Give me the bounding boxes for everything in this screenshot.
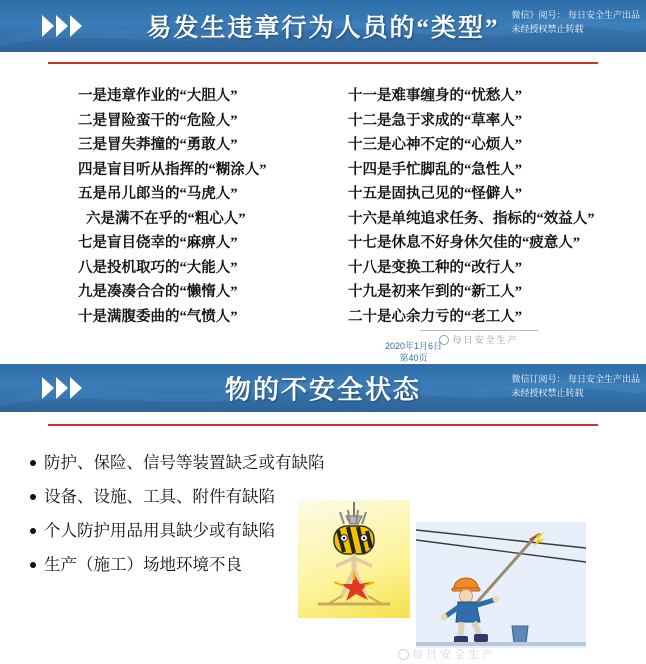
section2-banner-meta bbox=[511, 372, 640, 400]
list-item bbox=[28, 480, 646, 514]
list-item: 三是冒失莽撞的“勇敢人” bbox=[78, 137, 238, 153]
section1-right-column bbox=[328, 84, 616, 329]
list-item: 二十是心余力亏的“老工人” bbox=[348, 308, 522, 325]
section1-meta-line2: 未经授权禁止转载 bbox=[511, 24, 584, 34]
list-item: 二是冒险蛮干的“危险人” bbox=[78, 112, 238, 129]
list-item bbox=[28, 446, 646, 480]
stamp-text: 每日安全生产 bbox=[452, 335, 519, 345]
section2-title: 物的不安全状态 bbox=[224, 375, 421, 405]
list-item: 八是投机取巧的“大能人” bbox=[78, 259, 238, 276]
bullet-dot-icon bbox=[30, 494, 36, 500]
section1-date: 2020年1月6日 bbox=[384, 341, 442, 351]
list-item: 四是盲目听从指挥的“糊涂人” bbox=[78, 161, 267, 178]
list-item: 六是满不在乎的“粗心人” bbox=[86, 210, 246, 227]
section1-left-column bbox=[40, 84, 328, 329]
section1-page: 第40页 bbox=[399, 353, 428, 363]
bullet-dot-icon bbox=[30, 528, 36, 534]
list-item: 九是凑凑合合的“懒惰人” bbox=[78, 284, 238, 300]
list-item: 十六是单纯追求任务、指标的“效益人” bbox=[348, 210, 595, 227]
section1-watermark-stamp bbox=[384, 329, 554, 363]
list-item: 十三是心神不定的“心烦人” bbox=[348, 137, 522, 153]
list-item: 十八是变换工种的“改行人” bbox=[348, 259, 522, 276]
list-item: 十七是休息不好身休欠佳的“疲意人” bbox=[348, 235, 580, 251]
list-item: 十是满腹委曲的“气愤人” bbox=[78, 308, 238, 325]
section2-bullet-list bbox=[0, 412, 646, 582]
section1-meta-line1: 微信》阅号： 每日安全生产出品 bbox=[511, 10, 640, 20]
bullet-dot-icon bbox=[30, 562, 36, 568]
section1-banner-meta bbox=[511, 8, 640, 36]
list-item: 十九是初来乍到的“新工人” bbox=[348, 284, 522, 300]
section1-title: 易发生违章行为人员的“类型” bbox=[146, 15, 500, 42]
section1-body bbox=[0, 52, 646, 363]
list-item bbox=[28, 514, 646, 548]
section2-body bbox=[0, 412, 646, 664]
section2-watermark-text: 每日安全生产 bbox=[412, 649, 496, 661]
list-item: 五是吊儿郎当的“马虎人” bbox=[78, 186, 238, 202]
bullet-dot-icon bbox=[30, 460, 36, 466]
list-item: 十四是手忙脚乱的“急性人” bbox=[348, 161, 522, 178]
list-item: 一是违章作业的“大胆人” bbox=[78, 88, 238, 104]
list-item-label: 设备、设施、工具、附件有缺陷 bbox=[44, 487, 275, 506]
section2-meta-line1: 微信订阅号： 每日安全生产出品 bbox=[511, 374, 640, 384]
list-item: 十五是固执己见的“怪僻人” bbox=[348, 186, 522, 202]
section2-banner bbox=[0, 364, 646, 412]
list-item-label: 个人防护用品用具缺少或有缺陷 bbox=[44, 521, 275, 540]
section1-banner bbox=[0, 0, 646, 52]
section2-watermark bbox=[398, 646, 496, 662]
section1-columns bbox=[0, 62, 646, 329]
section2-meta-line2: 未经授权禁止转载 bbox=[511, 388, 584, 398]
section1-divider bbox=[48, 62, 598, 64]
list-item-label: 防护、保险、信号等装置缺乏或有缺陷 bbox=[44, 453, 325, 472]
list-item: 七是盲目侥幸的“麻痹人” bbox=[78, 235, 238, 251]
list-item bbox=[28, 548, 646, 582]
wechat-circle-icon bbox=[398, 649, 409, 660]
list-item: 十二是急于求成的“草率人” bbox=[348, 112, 522, 129]
stamp-arc-line bbox=[420, 330, 538, 331]
list-item: 十一是难事缠身的“忧愁人” bbox=[348, 88, 522, 104]
section1-date-block bbox=[385, 340, 442, 364]
section-gap bbox=[0, 352, 646, 364]
list-item-label: 生产（施工）场地环境不良 bbox=[44, 555, 242, 574]
